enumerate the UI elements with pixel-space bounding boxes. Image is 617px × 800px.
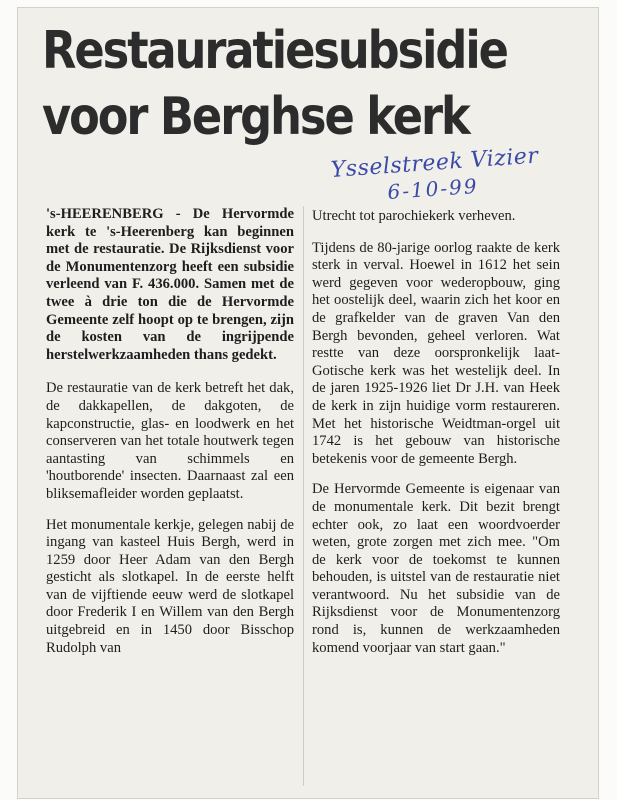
article-paragraph-1: De restauratie van de kerk betreft het dak, de dakkapellen, de dakgoten, de kapconstructie, glas- en loodwerk en het conserveren van het totale houtwerk tegen aantasting van schimmels en 'houtborende' insecten. Daarnaast zal een bliksemafleider worden geplaatst. <box>46 380 294 502</box>
article-column-left <box>46 206 294 657</box>
article-paragraph-4: De Hervormde Gemeente is eigenaar van de monumentale kerk. Dit bezit brengt echter ook, zo laat een woordvoerder weten, grote zorgen met zich mee. "Om de kerk voor de toekomst te kunnen behouden, is uitstel van de restauratie niet verantwoord. Nu het subsidie van de Rijksdienst voor de Monumentenzorg rond is, kunnen de werkzaamheden komend voorjaar van start gaan." <box>312 481 560 656</box>
article-column-right <box>312 208 560 670</box>
article-paragraph-3: Tijdens de 80-jarige oorlog raakte de kerk sterk in verval. Hoewel in 1612 het sein werd gegeven voor wederopbouw, ging het oostelijk deel, waarin zich het koor en de grafkelder van de graven Van den Bergh bevonden, geheel verloren. Wat restte van deze oorspronkelijk laat-Gotische kerk was het westelijk deel. In de jaren 1925-1926 liet Dr J.H. van Heek de kerk in zijn huidige vorm restaureren. Met het historische Weidtman-orgel uit 1742 is het gebouw van historische betekenis voor de gemeente Bergh. <box>312 239 560 467</box>
column-divider <box>303 206 304 786</box>
headline-line-2: voor Berghse kerk <box>42 87 469 147</box>
handwritten-date: 6-10-99 <box>386 174 480 205</box>
handwritten-source: Ysselstreek Vizier <box>330 143 540 183</box>
article-paragraph-2: Het monumentale kerkje, gelegen nabij de ingang van kasteel Huis Bergh, werd in 1259 door Heer Adam van den Bergh gesticht als slotkapel. In de eerste helft van de vijftiende eeuw werd de slotkapel door Frederik I en Willem van den Bergh uitgebreid en in 1450 door Bisschop Rudolph van <box>46 516 294 656</box>
article-headline <box>42 18 506 150</box>
article-lead: 's-HEERENBERG - De Hervormde kerk te 's-Heerenberg kan beginnen met de restauratie. De Rijksdienst voor de Monumentenzorg heeft een subsidie verleend van F. 436.000. Samen met de twee à drie ton die de Hervormde Gemeente zelf hoopt op te brengen, zijn de kosten van de ingrijpende herstelwerkzaamheden thans gedekt. <box>46 206 294 363</box>
article-paragraph-2-continued: Utrecht tot parochiekerk verheven. <box>312 208 516 224</box>
headline-line-1: Restauratiesubsidie <box>42 21 507 81</box>
